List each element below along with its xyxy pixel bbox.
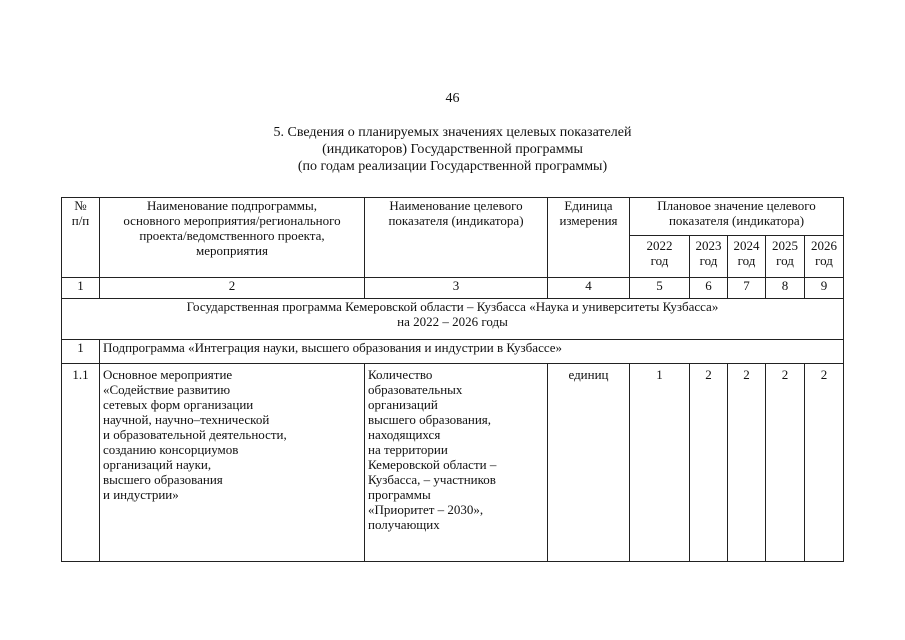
indicators-table <box>61 197 844 562</box>
column-number: 7 <box>728 278 766 299</box>
row-num: 1.1 <box>62 364 100 562</box>
heading-line-3: (по годам реализации Государственной программы) <box>297 159 608 174</box>
row-value-2023: 2 <box>690 364 728 562</box>
header-indicator: Наименование целевого показателя (индикатора) <box>365 198 548 278</box>
program-title: Государственная программа Кемеровской области – Кузбасса «Наука и университеты Кузбасса» на 2022 – 2026 годы <box>62 299 844 340</box>
column-number: 5 <box>630 278 690 299</box>
header-planned: Плановое значение целевого показателя (индикатора) <box>630 198 844 236</box>
header-num: № п/п <box>62 198 100 278</box>
subprogram-title: Подпрограмма «Интеграция науки, высшего образования и индустрии в Кузбассе» <box>100 340 844 364</box>
header-year-2022: 2022 год <box>630 236 690 278</box>
header-year-2025: 2025 год <box>766 236 805 278</box>
header-year-2023: 2023 год <box>690 236 728 278</box>
row-value-2025: 2 <box>766 364 805 562</box>
header-year-2024: 2024 год <box>728 236 766 278</box>
column-number: 2 <box>100 278 365 299</box>
row-name: Основное мероприятие «Содействие развитию сетевых форм организации научной, научно–технической и образовательной деятельности, созданию консорциумов организаций науки, высшего образования и индустрии» <box>100 364 365 562</box>
column-number: 1 <box>62 278 100 299</box>
row-unit: единиц <box>548 364 630 562</box>
column-number: 3 <box>365 278 548 299</box>
row-value-2022: 1 <box>630 364 690 562</box>
row-value-2026: 2 <box>805 364 844 562</box>
page-number: 46 <box>445 91 460 106</box>
subprogram-row <box>62 340 844 364</box>
heading-line-2: (индикаторов) Государственной программы <box>322 142 583 157</box>
column-number: 6 <box>690 278 728 299</box>
column-numbers-row <box>62 278 844 299</box>
table-row <box>62 364 844 562</box>
heading-line-1: 5. Сведения о планируемых значениях целевых показателей <box>273 125 632 140</box>
column-number: 9 <box>805 278 844 299</box>
column-number: 4 <box>548 278 630 299</box>
row-indicator: Количество образовательных организаций высшего образования, находящихся на территории Кемеровской области – Кузбасса, – участников программы «Приоритет – 2030», получающих <box>365 364 548 562</box>
header-unit: Единица измерения <box>548 198 630 278</box>
header-year-2026: 2026 год <box>805 236 844 278</box>
header-name: Наименование подпрограммы, основного мероприятия/регионального проекта/ведомственного проекта, мероприятия <box>100 198 365 278</box>
section-heading <box>0 124 905 175</box>
program-title-row <box>62 299 844 340</box>
row-value-2024: 2 <box>728 364 766 562</box>
column-number: 8 <box>766 278 805 299</box>
subprogram-num: 1 <box>62 340 100 364</box>
